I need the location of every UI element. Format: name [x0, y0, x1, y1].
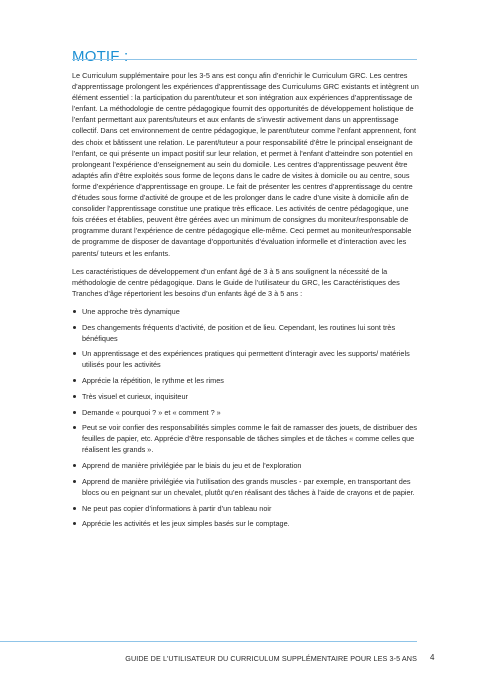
body-content — [72, 70, 420, 534]
intro-paragraph: Le Curriculum supplémentaire pour les 3-5 ans est conçu afin d’enrichir le Curriculum GRC. Les centres d’apprentissage prolongent les expériences d’apprentissage des Curriculums GRC existants et intègrent un élément essentiel : la participation du parent/tuteur et son intégration aux expériences d’apprentissage de l’enfant. La méthodologie de centre pédagogique fournit des opportunités de développement holistique de l’enfant permettant aux parents/tuteurs et aux enfants de s’investir activement dans un apprentissage collectif. Dans cet environnement de centre pédagogique, le parent/tuteur comme l’enfant apprennent, font des choix et bâtissent une relation. Le parent/tuteur a pour responsabilité d’être le principal enseignant de l’enfant, ce qui présente un impact positif sur leur relation, et permet à l’enfant d’atteindre son potentiel en prolongeant l’expérience d’enseignement au sein du domicile. Les centres d’apprentissage peuvent être adaptés afin d’être exploités sous forme de leçons dans le cadre de visites à domicile ou au centre, sous forme d’expérience d’apprentissage en groupe. Le fait de présenter les centres d’apprentissage du centre d’études sous forme d’activité de groupe et de les prolonger dans le cadre d’une visite à domicile afin de consolider l’apprentissage constitue une pratique très efficace. Les activités de centre pédagogique, une fois créées et établies, peuvent être gérées avec un minimum de consignes du moniteur/responsable de programme durant l’expérience de centre pédagogique elle-même. Ceci permet au moniteur/responsable de programme de disposer de davantage d’opportunités d’évaluation informelle et d’interaction avec les parents/ tuteurs et les enfants. — [72, 71, 419, 258]
characteristics-paragraph: Les caractéristiques de développement d’un enfant âgé de 3 à 5 ans soulignent la nécessité de la méthodologie de centre pédagogique. Dans le Guide de l’utilisateur du GRC, les Caractéristiques des Tranches d’âge répertorient les besoins d’un enfants âgé de 3 à 5 ans : — [72, 266, 400, 298]
heading-divider — [72, 59, 417, 60]
list-item: Apprend de manière privilégiée via l’utilisation des grands muscles - par exemple, en transportant des blocs ou en peignant sur un chevalet, plutôt qu’en réalisant des tâches à l’aide de crayons et de papier. — [72, 476, 420, 498]
section-heading: MOTIF : — [72, 48, 129, 66]
list-item: Des changements fréquents d’activité, de position et de lieu. Cependant, les routines lui sont très bénéfiques — [72, 322, 420, 344]
list-item: Peut se voir confier des responsabilités simples comme le fait de ramasser des jouets, de distribuer des feuilles de papier, etc. Apprécie d’être responsable de tâches simples et de tâches « comme celles que réalisent les grands ». — [72, 422, 420, 455]
list-item: Un apprentissage et des expériences pratiques qui permettent d’interagir avec les supports/ matériels utilisés pour les activités — [72, 348, 420, 370]
list-item: Apprécie la répétition, le rythme et les rimes — [72, 375, 420, 386]
footer-divider — [0, 641, 417, 642]
list-item: Très visuel et curieux, inquisiteur — [72, 391, 420, 402]
list-item: Apprend de manière privilégiée par le biais du jeu et de l’exploration — [72, 460, 420, 471]
footer-title: GUIDE DE L’UTILISATEUR DU CURRICULUM SUPPLÉMENTAIRE POUR LES 3-5 ANS — [125, 654, 417, 663]
list-item: Ne peut pas copier d’informations à partir d’un tableau noir — [72, 503, 420, 514]
list-item: Demande « pourquoi ? » et « comment ? » — [72, 407, 420, 418]
list-item: Une approche très dynamique — [72, 306, 420, 317]
page-number: 4 — [430, 653, 435, 662]
list-item: Apprécie les activités et les jeux simples basés sur le comptage. — [72, 518, 420, 529]
needs-list — [72, 306, 420, 529]
